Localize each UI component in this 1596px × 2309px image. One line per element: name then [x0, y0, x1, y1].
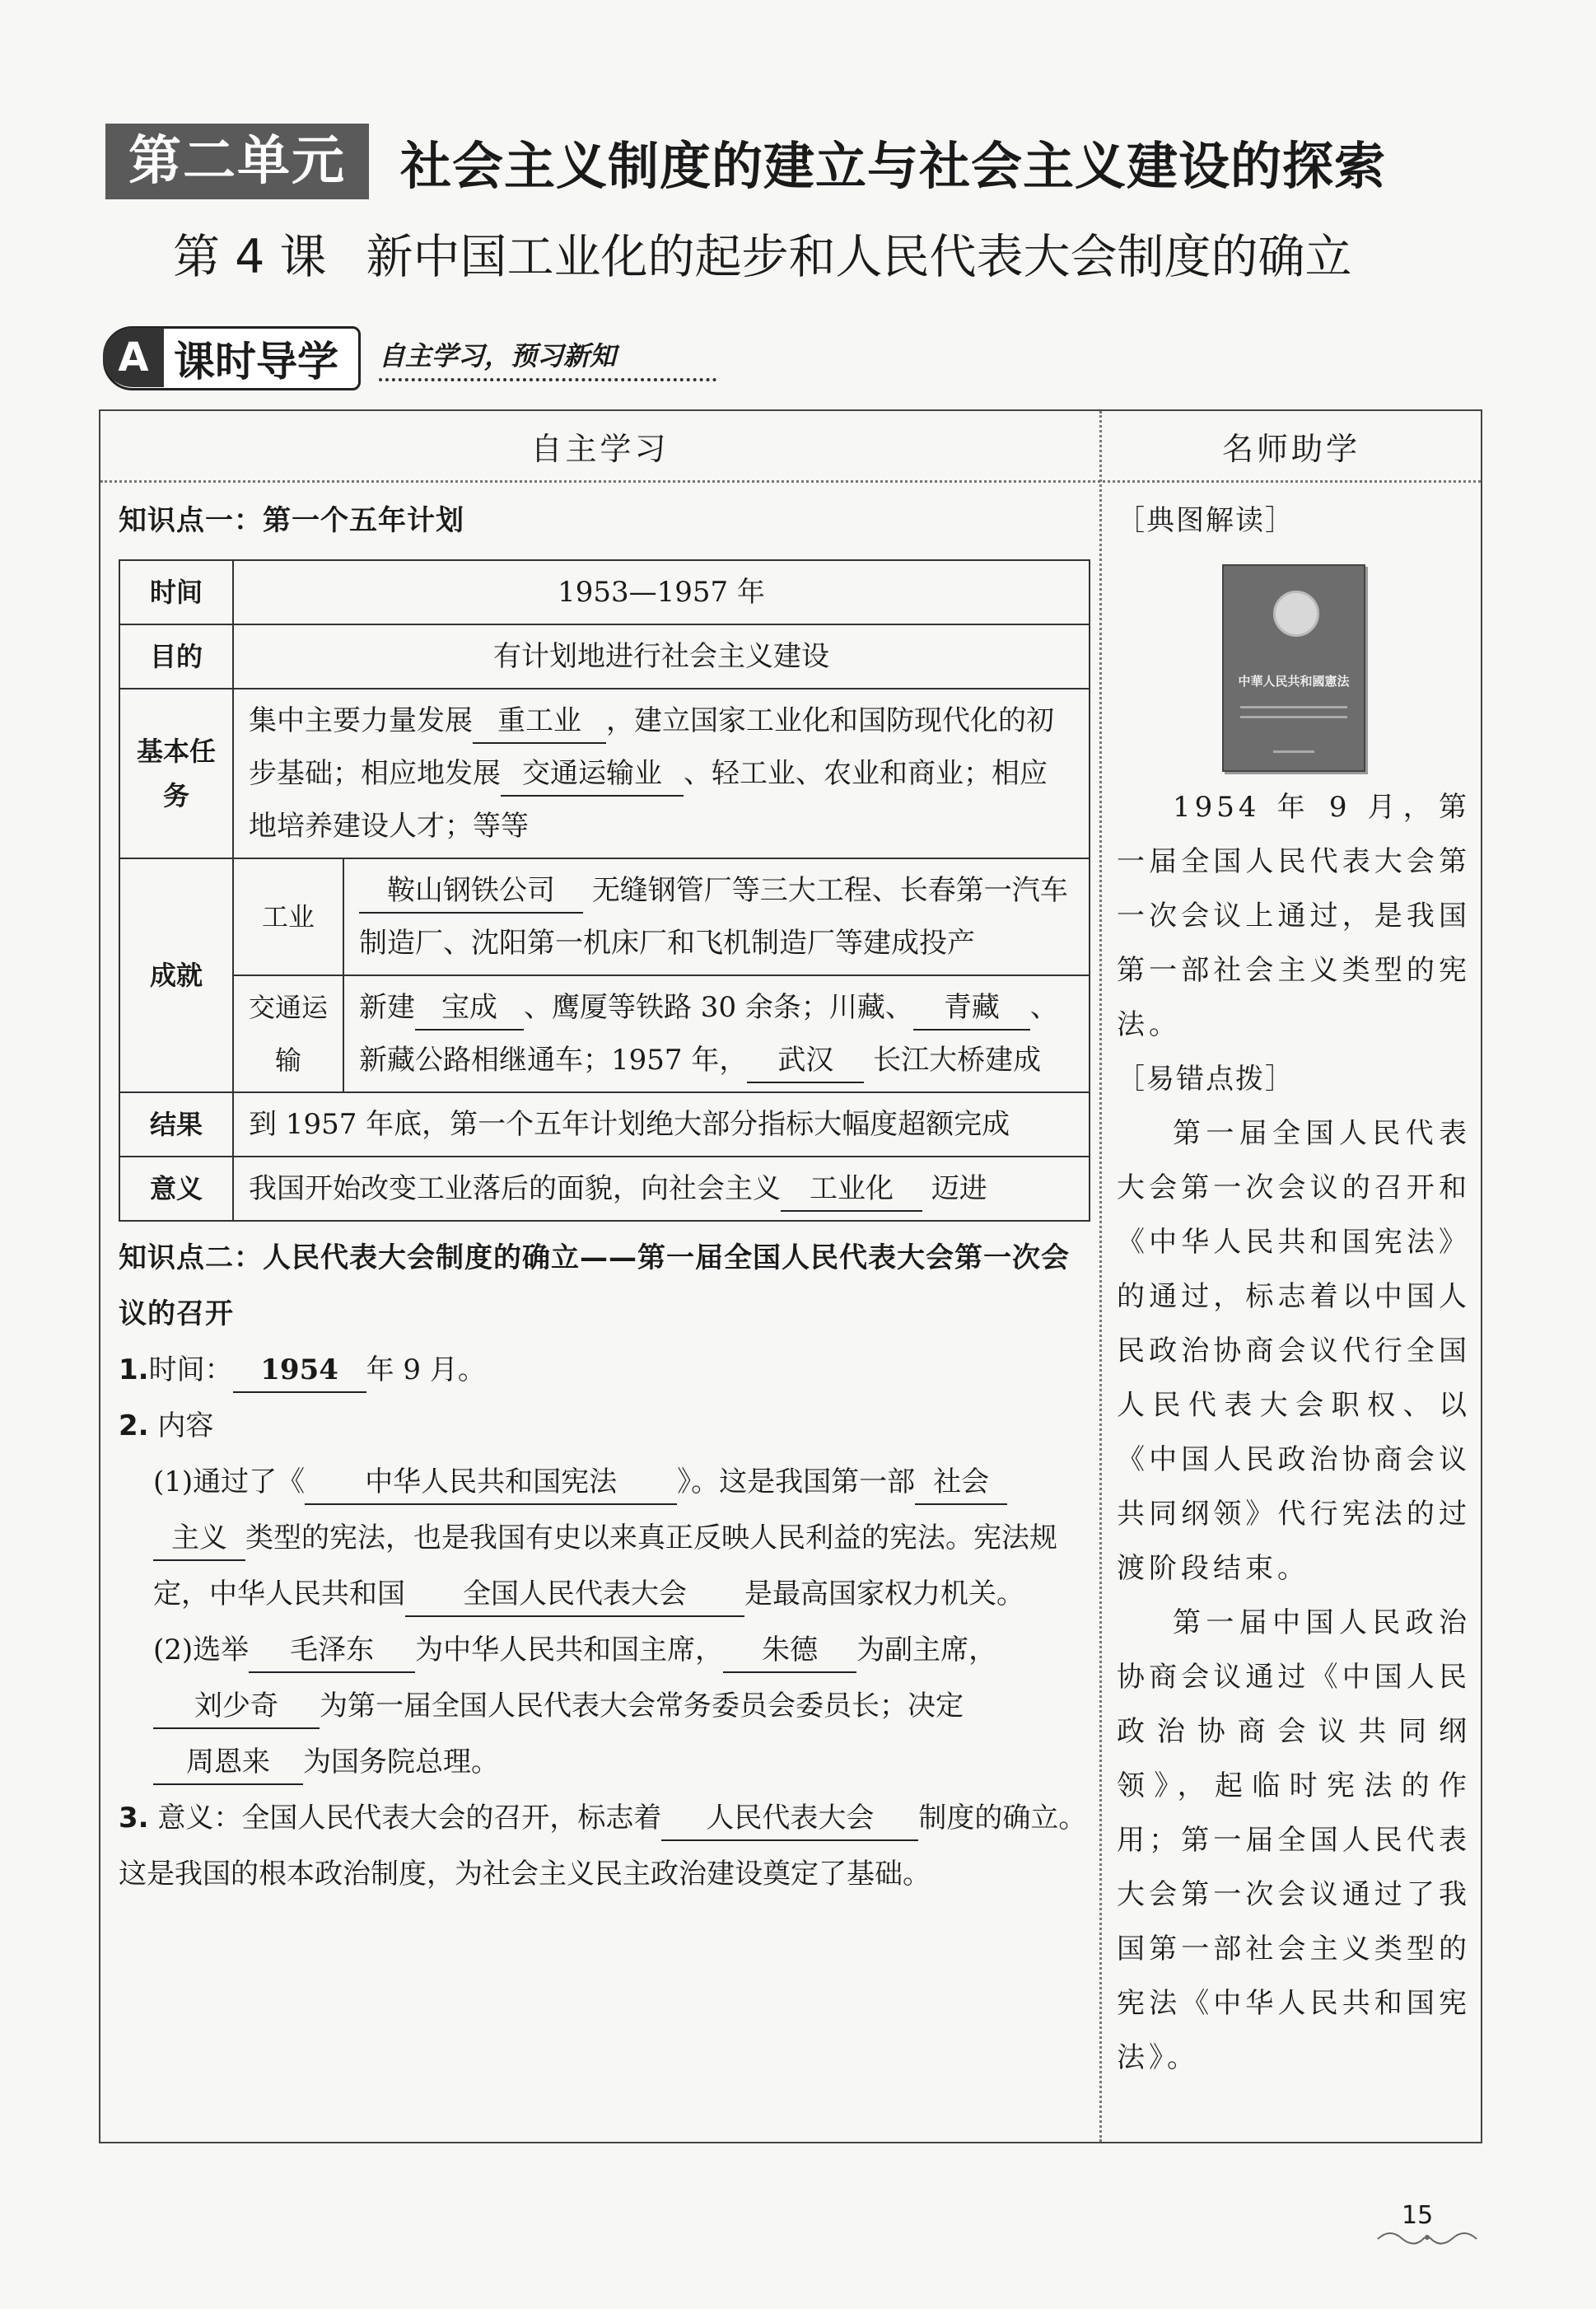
industry-text: 无缝钢管厂等三大工程、长春第一汽车制造厂、沈阳第一机床厂和飞机制造厂等建成投产 — [359, 874, 1068, 960]
page-ornament-icon — [1374, 2224, 1481, 2249]
transport-text: 新建 — [359, 991, 415, 1024]
item-text: 制度的确立。这是我国的根本政治制度，为社会主义民主政治建设奠定了基础。 — [119, 1802, 1087, 1891]
row-value — [343, 975, 1090, 1092]
task-text: 集中主要力量发展 — [249, 704, 473, 737]
header-divider — [100, 480, 1481, 483]
sub-item-number: (2) — [153, 1634, 194, 1666]
sub-item-text: 为第一届全国人民代表大会常务委员会委员长；决定 — [320, 1690, 964, 1722]
unit-header — [105, 122, 1386, 201]
lesson-title: 新中国工业化的起步和人民代表大会制度的确立 — [366, 230, 1352, 284]
section-letter: A — [103, 328, 164, 387]
table-row-transport — [119, 975, 1090, 1092]
error-tip-paragraph: 第一届中国人民政治协商会议通过《中国人民政治协商会议共同纲领》，起临时宪法的作用；第一届全国人民代表大会第一次会议通过了我国第一部社会主义类型的宪法《中华人民共和国宪法》。 — [1117, 1606, 1471, 2074]
knowledge-point-1-title: 知识点一：第一个五年计划 — [119, 504, 464, 537]
book-cover-title: 中華人民共和國憲法 — [1238, 674, 1350, 689]
column-divider — [1099, 411, 1102, 2142]
item-number: 3. — [119, 1802, 149, 1835]
sub-item-text: 类型的宪法，也是我国有史以来真正反映人民利益的宪法。宪法规定，中华人民共和国 — [153, 1521, 1057, 1610]
fill-blank: 周恩来 — [153, 1741, 303, 1785]
table-row-goal — [119, 624, 1090, 689]
kp2-item-1 — [119, 1342, 1090, 1398]
significance-text: 我国开始改变工业落后的面貌，向社会主义 — [249, 1172, 781, 1205]
task-text: 、轻工业、农业和商业；相应地培养建设人才；等等 — [249, 757, 1048, 843]
section-tag-box — [103, 326, 361, 390]
table-row-significance — [119, 1157, 1090, 1221]
unit-badge: 第二单元 — [105, 124, 369, 199]
teacher-help-column — [1117, 493, 1471, 2085]
section-name: 课时导学 — [174, 338, 338, 386]
sub-item-text: 为中华人民共和国主席， — [415, 1634, 724, 1666]
fill-blank: 毛泽东 — [249, 1629, 415, 1673]
fill-blank: 主义 — [153, 1517, 245, 1561]
sub-label: 工业 — [233, 858, 343, 975]
transport-text: 、新藏公路相继通车；1957 年， — [359, 991, 1058, 1077]
item-text: 年 9 月。 — [366, 1353, 486, 1386]
right-column-header: 名师助学 — [1221, 430, 1360, 467]
fill-blank: 工业化 — [781, 1167, 922, 1212]
row-value: 1953—1957 年 — [233, 560, 1090, 624]
fill-blank: 1954 — [233, 1348, 366, 1393]
fill-blank: 朱德 — [723, 1629, 856, 1673]
self-study-column — [119, 493, 1090, 1902]
fill-blank: 刘少奇 — [153, 1685, 320, 1729]
row-label: 基本任务 — [119, 689, 233, 858]
typical-image-label: ［典图解读］ — [1117, 504, 1295, 537]
row-label: 目的 — [119, 624, 233, 689]
national-emblem-icon — [1273, 591, 1319, 637]
kp2-item-2 — [119, 1398, 1090, 1454]
fill-blank: 武汉 — [747, 1039, 864, 1083]
fill-blank: 鞍山钢铁公司 — [359, 869, 583, 914]
fill-blank: 人民代表大会 — [661, 1797, 918, 1841]
row-label: 意义 — [119, 1157, 233, 1221]
significance-text: 迈进 — [931, 1172, 987, 1205]
lesson-number: 第 4 课 — [173, 230, 327, 284]
knowledge-point-2-title: 知识点二：人民代表大会制度的确立——第一届全国人民代表大会第一次会议的召开 — [119, 1241, 1070, 1330]
unit-title: 社会主义制度的建立与社会主义建设的探索 — [400, 135, 1387, 196]
item-text: 时间： — [148, 1353, 233, 1386]
error-tip-paragraph: 第一届全国人民代表大会第一次会议的召开和《中华人民共和国宪法》的通过，标志着以中国人民政治协商会议代行全国人民代表大会职权、以《中国人民政治协商会议共同纲领》代行宪法的过渡阶段结束。 — [1117, 1117, 1471, 1585]
sub-item-text: 选举 — [193, 1634, 250, 1666]
task-text: ，建立国家工业化和国防现代化的初步基础；相应地发展 — [249, 704, 1054, 790]
sub-item-text: 是最高国家权力机关。 — [744, 1578, 1024, 1610]
fill-blank: 重工业 — [473, 699, 606, 744]
section-tag — [103, 325, 716, 391]
constitution-book-image — [1222, 564, 1365, 772]
sub-item-text: 》。这是我国第一部 — [677, 1465, 916, 1498]
transport-text: 、鹰厦等铁路 30 余条；川藏、 — [524, 991, 913, 1024]
kp2-sub-item-2 — [119, 1622, 1090, 1790]
fill-blank: 全国人民代表大会 — [405, 1573, 744, 1617]
fill-blank: 社会 — [915, 1461, 1007, 1505]
study-frame — [99, 409, 1482, 2143]
item-number: 2. — [119, 1409, 149, 1442]
lesson-header — [173, 216, 1352, 290]
image-caption: 1954 年 9 月，第一届全国人民代表大会第一次会议上通过，是我国第一部社会主义类型的宪法。 — [1117, 791, 1471, 1041]
sub-label: 交通运输 — [233, 975, 343, 1092]
book-cover-line — [1240, 716, 1347, 718]
fill-blank: 中华人民共和国宪法 — [305, 1461, 677, 1505]
left-column-header: 自主学习 — [530, 430, 670, 467]
book-cover-line — [1240, 706, 1347, 708]
fill-blank: 青藏 — [913, 986, 1030, 1031]
row-label: 结果 — [119, 1092, 233, 1157]
kp2-sub-item-1 — [119, 1454, 1090, 1622]
section-slogan: 自主学习，预习新知 — [379, 335, 716, 381]
row-value — [233, 1157, 1090, 1221]
sub-item-text: 通过了《 — [193, 1465, 306, 1498]
row-value — [343, 858, 1090, 975]
row-label: 成就 — [119, 858, 233, 1092]
error-tip-label: ［易错点拨］ — [1117, 1063, 1295, 1096]
page-number: 15 — [1402, 2201, 1434, 2230]
item-text: 内容 — [157, 1409, 214, 1442]
row-value — [233, 689, 1090, 858]
transport-text: 长江大桥建成 — [873, 1044, 1042, 1077]
book-cover-line — [1273, 750, 1314, 753]
table-row-industry — [119, 858, 1090, 975]
kp2-item-3 — [119, 1790, 1090, 1902]
sub-item-number: (1) — [153, 1465, 194, 1498]
item-text: 意义：全国人民代表大会的召开，标志着 — [157, 1802, 662, 1835]
table-row-task — [119, 689, 1090, 858]
five-year-plan-table — [119, 559, 1090, 1222]
fill-blank: 交通运输业 — [501, 752, 684, 797]
row-value: 到 1957 年底，第一个五年计划绝大部分指标大幅度超额完成 — [233, 1092, 1090, 1157]
item-number: 1. — [119, 1353, 149, 1386]
row-label: 时间 — [119, 560, 233, 624]
sub-item-text: 为国务院总理。 — [303, 1746, 499, 1778]
sub-item-text: 为副主席， — [856, 1634, 997, 1666]
fill-blank: 宝成 — [415, 986, 524, 1031]
table-row-time — [119, 560, 1090, 624]
table-row-result — [119, 1092, 1090, 1157]
row-value: 有计划地进行社会主义建设 — [233, 624, 1090, 689]
